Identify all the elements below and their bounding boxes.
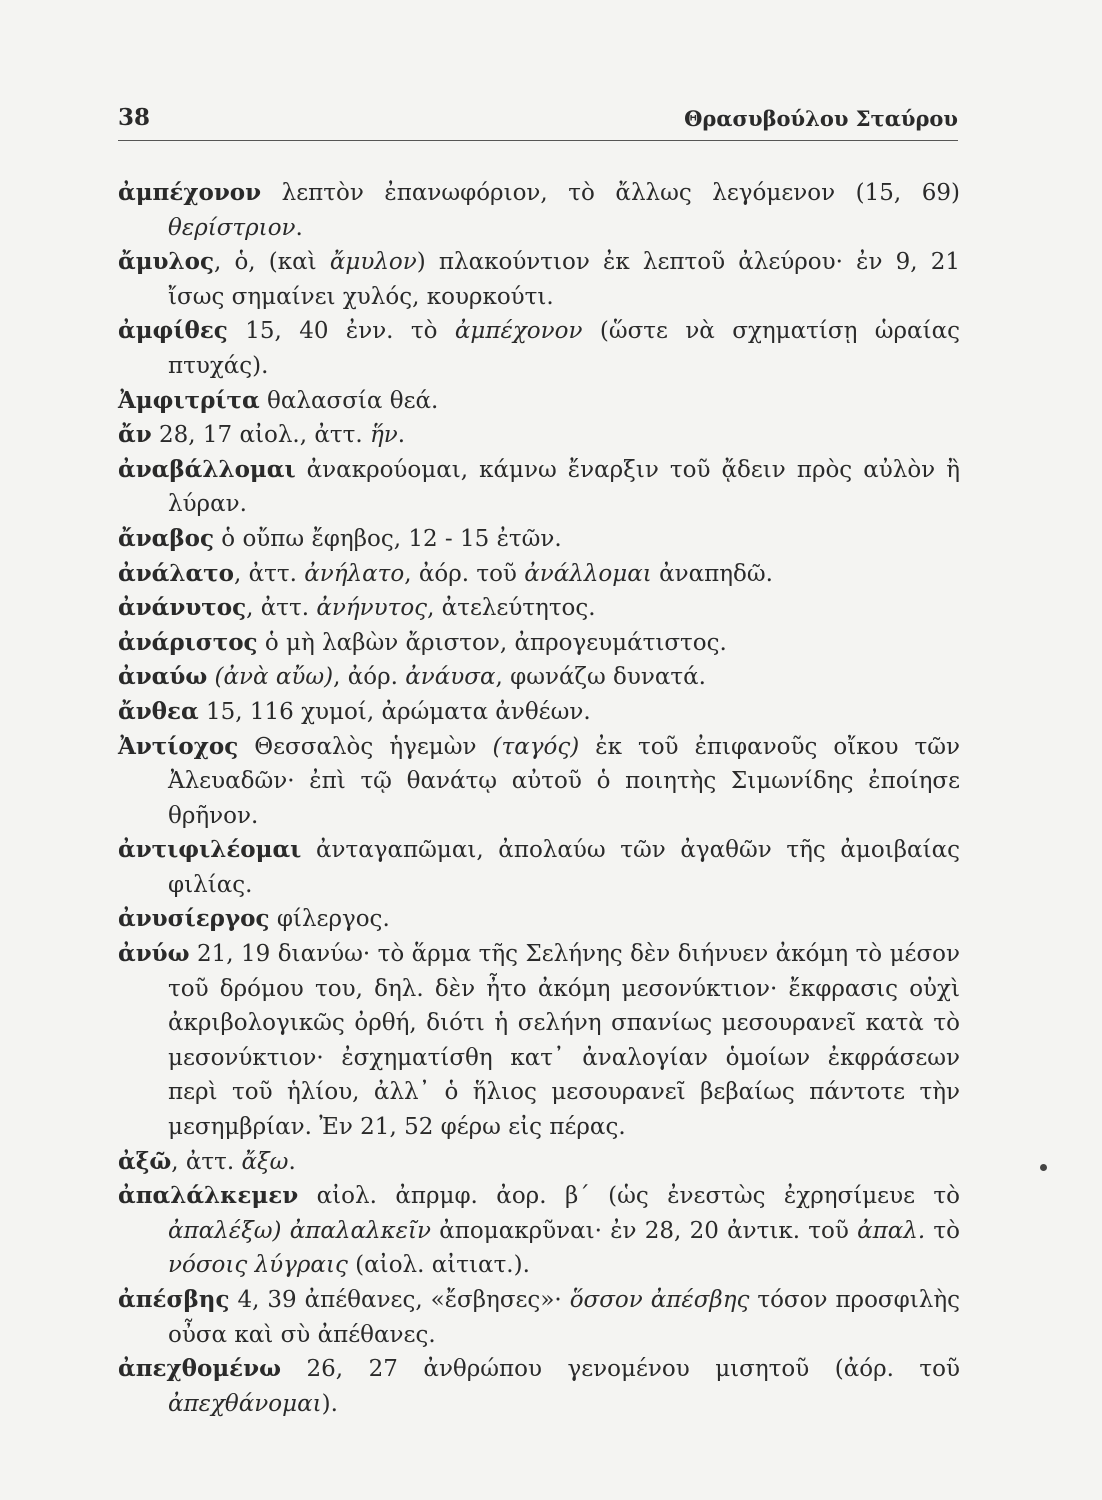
- entry-definition-text: , ἀττ.: [171, 1148, 242, 1175]
- glossary-entry: [118, 418, 960, 453]
- entry-headword: ἀμπέχονον: [118, 179, 262, 206]
- glossary-entry: [118, 902, 960, 937]
- entry-headword: ἀναύω: [118, 663, 208, 691]
- entry-definition-text: τόσον προσφιλὴς οὖσα καὶ σὺ ἀπέθανες.: [168, 1287, 960, 1348]
- glossary-entry: [118, 176, 960, 245]
- entry-headword: ἀνάριστος: [118, 628, 258, 656]
- entry-definition-text: .: [295, 214, 303, 241]
- entry-definition-text: ἐκ τοῦ ἐπιφανοῦς οἴκου τῶν Ἀλευαδῶν· ἐπὶ τῷ θανάτῳ αὐτοῦ ὁ ποιητὴς Σιμωνίδης ἐποίησε θρῆνον.: [168, 733, 960, 829]
- entry-definition-text: 4, 39 ἀπέθανες, «ἔσβησες»·: [229, 1287, 570, 1313]
- entry-definition-text: τὸ: [925, 1217, 960, 1244]
- entry-definition-text: (ὥστε νὰ σχηματίσῃ ὡραίας πτυχάς).: [168, 318, 961, 379]
- entry-italic-term: θερίστριον: [168, 214, 296, 241]
- entry-italic-term: ἀνήλατο: [304, 560, 405, 587]
- entry-definition-text: θαλασσία θεά.: [259, 387, 439, 414]
- entry-definition-text: 26, 27 ἀνθρώπου γενομένου μισητοῦ (ἀόρ. τοῦ: [281, 1356, 960, 1383]
- entry-italic-term: ἀνάλλομαι: [524, 560, 652, 587]
- entry-definition-text: , ἀττ.: [234, 560, 305, 587]
- entry-headword: ἄναβος: [118, 524, 214, 552]
- entry-headword: ἀξῶ: [118, 1147, 172, 1175]
- glossary-entry: [118, 937, 960, 1145]
- entry-italic-term: ἀνήνυτος: [316, 595, 428, 622]
- entry-headword: ἀπαλάλκεμεν: [118, 1182, 299, 1210]
- entry-definition-text: ) πλακούντιον ἐκ λεπτοῦ ἀλεύρου· ἐν 9, 21 ἴσως σημαίνει χυλός, κουρκούτι.: [168, 249, 960, 310]
- entry-definition-text: .: [288, 1148, 296, 1175]
- entry-italic-term: νόσοις λύγραις: [168, 1252, 348, 1279]
- entry-italic-term: ὅσσον ἀπέσβης: [569, 1287, 750, 1313]
- glossary-entry: [118, 730, 960, 834]
- entry-definition-text: 15, 40 ἐνν. τὸ: [227, 318, 455, 345]
- entry-headword: ἀνάνυτος: [118, 594, 247, 622]
- entry-definition-text: 28, 17 αἰολ., ἀττ.: [151, 422, 370, 449]
- entry-headword: ἄν: [118, 421, 152, 449]
- entry-definition-text: , ἀόρ. τοῦ: [404, 560, 525, 587]
- glossary-entry: [118, 626, 960, 661]
- entry-headword: ἀπέσβης: [118, 1286, 230, 1313]
- glossary-entry: [118, 1352, 960, 1421]
- entry-definition-text: ὁ μὴ λαβὼν ἄριστον, ἀπρογευμάτιστος.: [257, 629, 727, 656]
- entry-italic-term: ἀπαλέξω) ἀπαλαλκεῖν: [168, 1217, 432, 1244]
- entry-definition-text: (αἰολ. αἰτιατ.).: [347, 1252, 530, 1279]
- glossary-entries: [118, 176, 960, 1421]
- entry-headword: ἄμυλος: [118, 248, 214, 276]
- entry-headword: ἄνθεα: [118, 697, 199, 725]
- entry-definition-text: ἀνταγαπῶμαι, ἀπολαύω τῶν ἀγαθῶν τῆς ἀμοιβαίας φιλίας.: [168, 837, 960, 898]
- entry-italic-term: ἄξω: [241, 1148, 289, 1175]
- entry-italic-term: ἀπεχθάνομαι: [168, 1390, 322, 1417]
- entry-definition-text: , ὁ, (καὶ: [213, 249, 330, 276]
- entry-definition-text: ἀπομακρῦναι· ἐν 28, 20 ἀντικ. τοῦ: [431, 1217, 858, 1244]
- entry-italic-term: ἀπαλ.: [857, 1217, 926, 1244]
- entry-definition-text: , ἀττ.: [246, 595, 317, 622]
- entry-italic-term: ἄμυλον: [329, 249, 417, 276]
- glossary-entry: [118, 660, 960, 695]
- glossary-entry: [118, 557, 960, 592]
- entry-headword: ἀντιφιλέομαι: [118, 836, 302, 864]
- entry-definition-text: , φωνάζω δυνατά.: [495, 664, 706, 691]
- entry-italic-term: (ταγός): [492, 733, 580, 760]
- entry-italic-term: (ἀνὰ αὔω): [207, 664, 334, 691]
- entry-definition-text: λεπτὸν ἐπανωφόριον, τὸ ἄλλως λεγόμενον (15, 69): [261, 180, 960, 206]
- glossary-entry: [118, 591, 960, 626]
- glossary-entry: [118, 453, 960, 522]
- glossary-entry: [118, 833, 960, 902]
- glossary-entry: [118, 1283, 960, 1352]
- entry-headword: ἀνάλατο: [118, 559, 234, 587]
- page-header: [118, 100, 958, 136]
- margin-ink-dot: [1040, 1164, 1047, 1171]
- entry-headword: ἀμφίθες: [118, 317, 228, 345]
- entry-headword: Ἀντίοχος: [118, 732, 239, 760]
- entry-definition-text: Θεσσαλὸς ἡγεμὼν: [238, 733, 493, 760]
- glossary-entry: [118, 695, 960, 730]
- entry-definition-text: φίλεργος.: [269, 906, 390, 933]
- glossary-entry: [118, 245, 960, 314]
- entry-definition-text: .: [397, 422, 406, 449]
- page-number: 38: [118, 104, 151, 131]
- running-head: Θρασυβούλου Σταύρου: [684, 106, 958, 131]
- entry-italic-term: ἀμπέχονον: [454, 318, 583, 345]
- entry-headword: ἀνύω: [118, 940, 190, 968]
- glossary-entry: [118, 522, 960, 557]
- entry-definition-text: 15, 116 χυμοί, ἀρώματα ἀνθέων.: [198, 698, 591, 725]
- entry-definition-text: αἰολ. ἀπρμφ. ἀορ. β´ (ὡς ἐνεστὼς ἐχρησίμευε τὸ: [298, 1183, 960, 1210]
- glossary-entry: [118, 384, 960, 419]
- entry-definition-text: ἀναπηδῶ.: [651, 560, 773, 587]
- glossary-entry: [118, 314, 960, 383]
- header-rule: [118, 140, 958, 141]
- entry-italic-term: ἀνάυσα: [405, 664, 496, 691]
- entry-definition-text: ὁ οὔπω ἔφηβος, 12 - 15 ἐτῶν.: [213, 525, 562, 552]
- entry-definition-text: , ἀόρ.: [333, 664, 406, 691]
- glossary-entry: [118, 1179, 960, 1283]
- entry-italic-term: ἥν: [369, 422, 398, 449]
- entry-definition-text: , ἀτελεύτητος.: [427, 595, 596, 622]
- entry-headword: ἀπεχθομένω: [118, 1355, 281, 1383]
- entry-headword: ἀναβάλλομαι: [118, 455, 296, 483]
- entry-definition-text: ).: [321, 1390, 338, 1417]
- entry-headword: Ἀμφιτρίτα: [118, 386, 260, 414]
- glossary-entry: [118, 1145, 960, 1180]
- entry-headword: ἀνυσίεργος: [118, 905, 270, 933]
- entry-definition-text: 21, 19 διανύω· τὸ ἅρμα τῆς Σελήνης δὲν διήνυεν ἀκόμη τὸ μέσον τοῦ δρόμου του, δηλ. δὲν ἦτο ἀκόμη μεσονύκτιον· ἔκφρασις οὐχὶ ἀκριβολογικῶς ὀρθή, διότι ἡ σελήνη σπανίως μεσουρανεῖ κατὰ τὸ μεσονύκτιον· ἐσχηματίσθη κατ᾽ ἀναλογίαν ὁμοίων ἐκφράσεων περὶ τοῦ ἡλίου, ἀλλ᾽ ὁ ἥλιος μεσουρανεῖ βεβαίως πάντοτε τὴν μεσημβρίαν. Ἐν 21, 52 φέρω εἰς πέρας.: [168, 941, 960, 1141]
- entry-definition-text: ἀνακρούομαι, κάμνω ἔναρξιν τοῦ ᾄδειν πρὸς αὐλὸν ἢ λύραν.: [168, 456, 960, 518]
